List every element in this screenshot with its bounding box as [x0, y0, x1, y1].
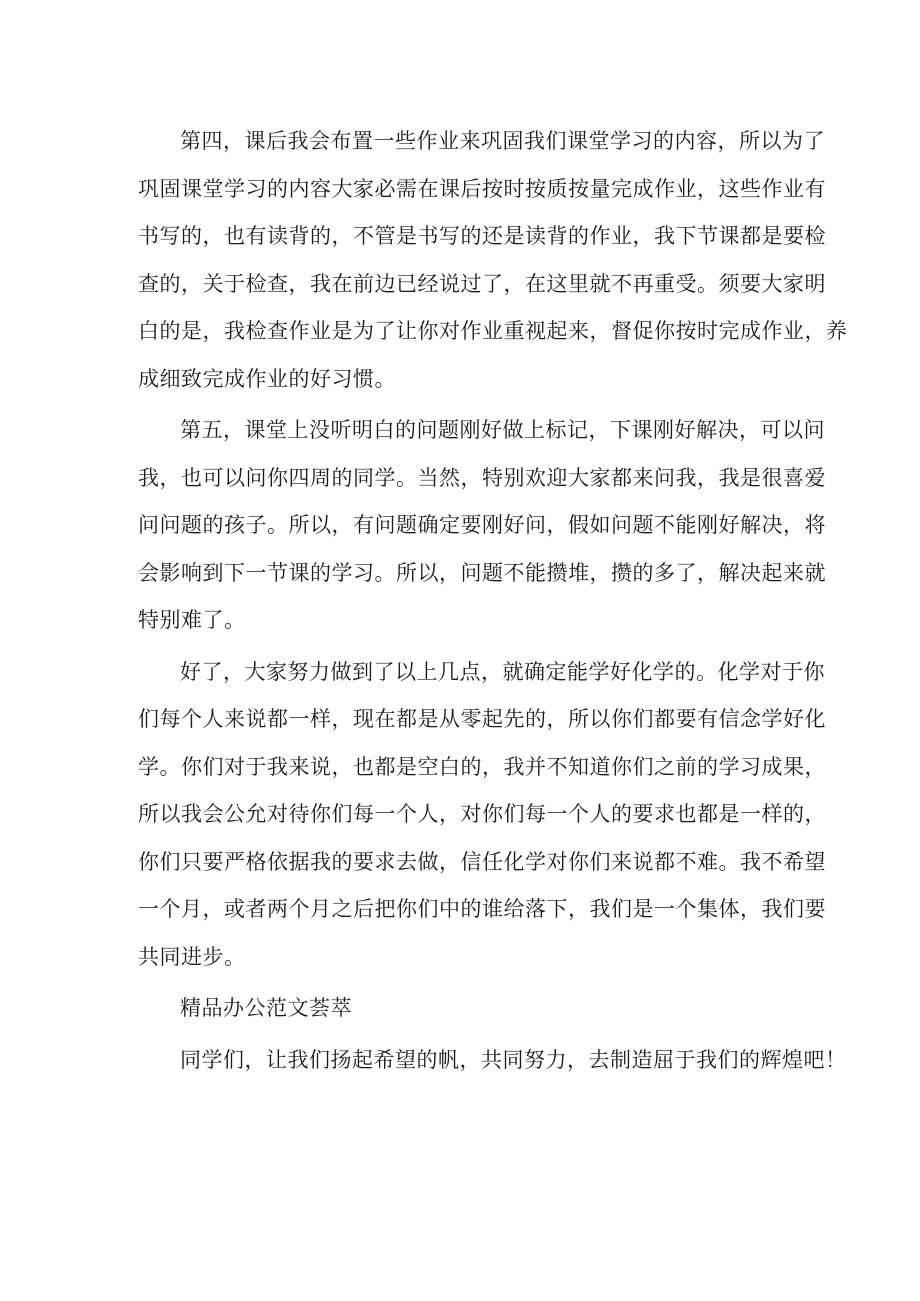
text-line: 共同进步。 [138, 944, 246, 969]
text-line: 所以我会公允对待你们每一个人，对你们每一个人的要求也都是一样的， [138, 802, 826, 826]
document-body [138, 118, 848, 1084]
closing-text: 同学们，让我们扬起希望的帆，共同努力，去制造屈于我们的辉煌吧！ [180, 1047, 847, 1072]
text-line: 我，也可以问你四周的同学。当然，特别欢迎大家都来问我，我是很喜爱 [138, 465, 826, 490]
text-line: 学。你们对于我来说，也都是空白的，我并不知道你们之前的学习成果， [138, 754, 826, 779]
text-line: 们每个人来说都一样，现在都是从零起先的，所以你们都要有信念学好化 [138, 707, 826, 731]
text-line: 成细致完成作业的好习惯。 [138, 366, 396, 391]
text-line: 白的是，我检查作业是为了让你对作业重视起来，督促你按时完成作业，养 [138, 319, 848, 343]
text-line: 好了，大家努力做到了以上几点，就确定能学好化学的。化学对于你 [180, 659, 825, 684]
text-line: 你们只要严格依据我的要求去做，信任化学对你们来说都不难。我不希望 [138, 849, 826, 874]
text-line: 特别难了。 [138, 608, 246, 632]
text-line: 问问题的孩子。所以，有问题确定要刚好问，假如问题不能刚好解决，将 [138, 513, 826, 537]
caption-text: 精品办公范文荟萃 [180, 996, 352, 1020]
paragraph-fifth [138, 407, 826, 645]
paragraph-summary [138, 649, 826, 982]
text-line: 一个月，或者两个月之后把你们中的谁给落下，我们是一个集体，我们要 [138, 897, 826, 921]
text-line: 书写的，也有读背的，不管是书写的还是读背的作业，我下节课都是要检 [138, 224, 826, 248]
text-line: 第四，课后我会布置一些作业来巩固我们课堂学习的内容，所以为了 [180, 129, 825, 153]
paragraph-fourth [138, 118, 848, 403]
text-line: 第五，课堂上没听明白的问题刚好做上标记，下课刚好解决，可以问 [180, 418, 825, 442]
text-line: 查的，关于检查，我在前边已经说过了，在这里就不再重受。须要大家明 [138, 271, 826, 296]
text-line: 会影响到下一节课的学习。所以，问题不能攒堆，攒的多了，解决起来就 [138, 560, 826, 585]
text-line: 巩固课堂学习的内容大家必需在课后按时按质按量完成作业，这些作业有 [138, 176, 826, 201]
